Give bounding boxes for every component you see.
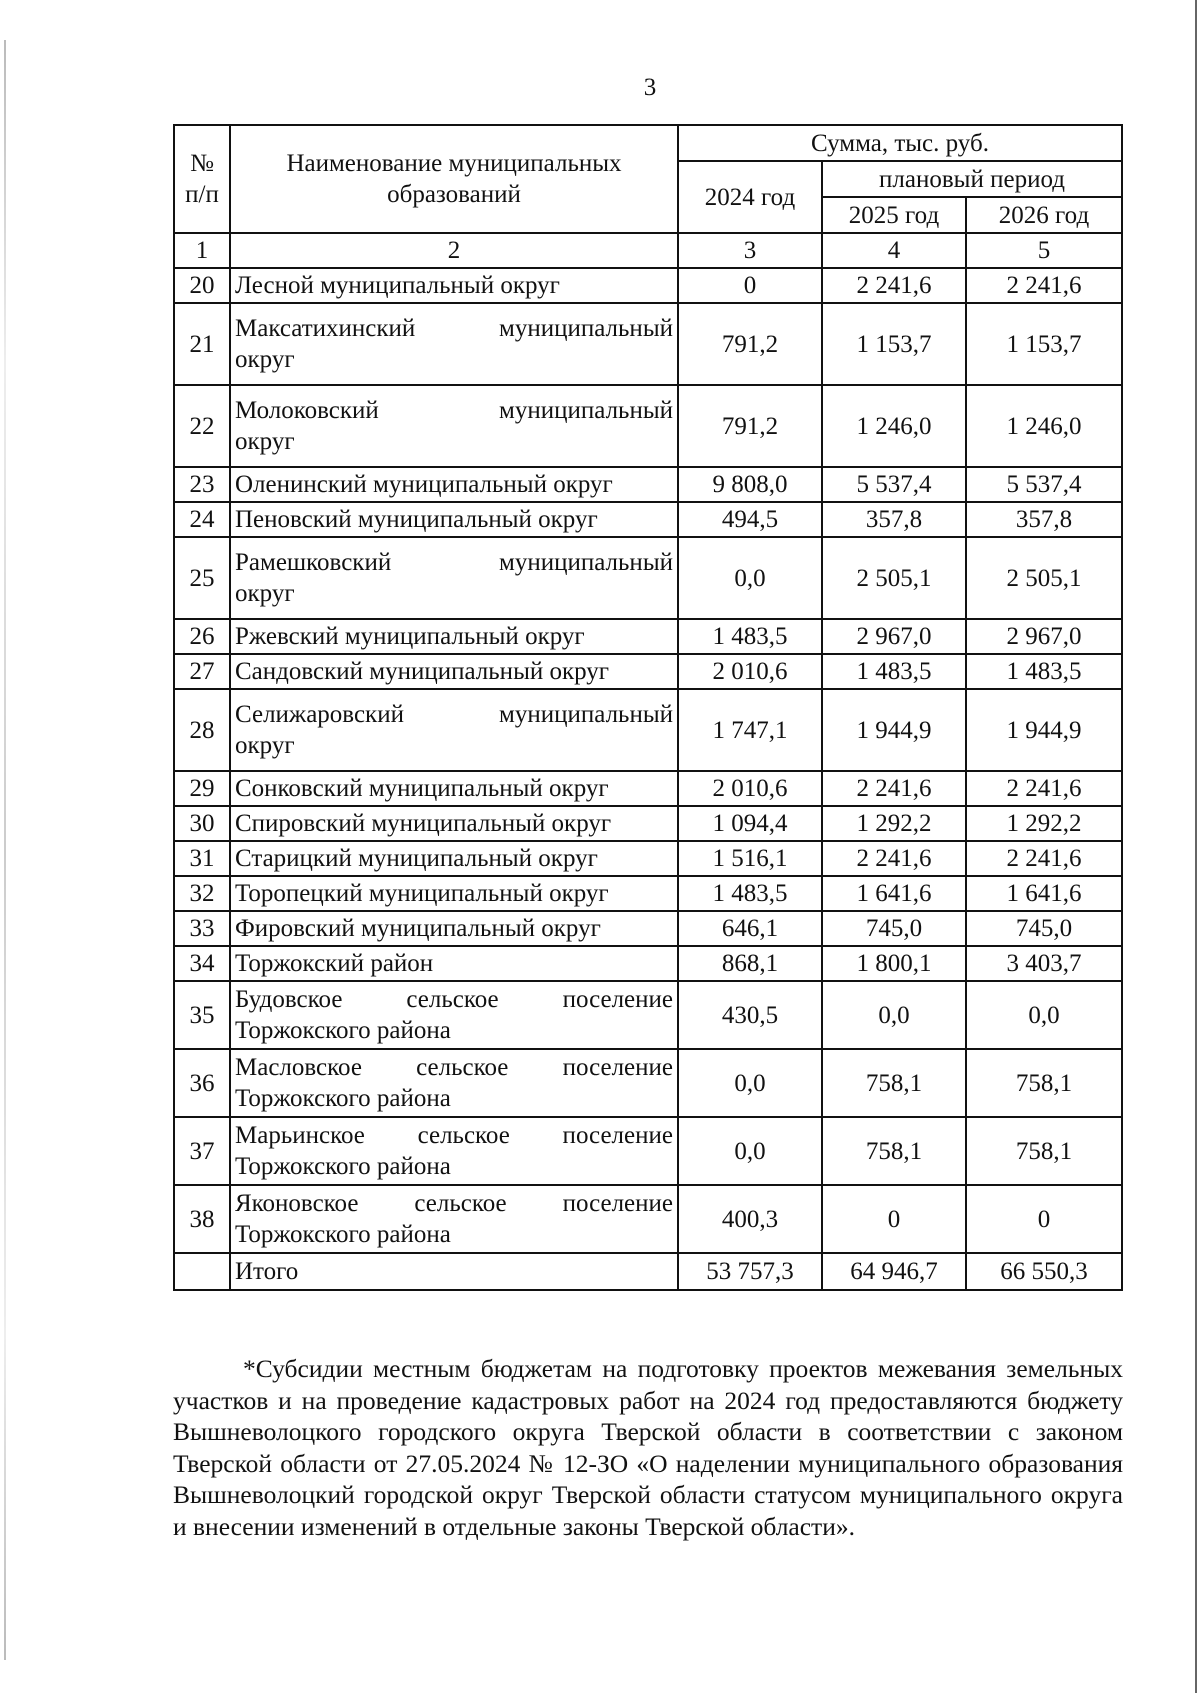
row-number: 24 — [174, 502, 230, 537]
value-2024: 1 516,1 — [678, 841, 822, 876]
municipality-name — [230, 841, 678, 876]
municipality-name — [230, 268, 678, 303]
municipality-name-line1: Ржевский муниципальный округ — [235, 623, 585, 650]
municipality-name-line1: Марьинское сельское поселение — [235, 1122, 673, 1149]
value-2026: 1 641,6 — [966, 876, 1122, 911]
header-year-plan2: 2026 год — [966, 197, 1122, 233]
value-2024: 0,0 — [678, 1049, 822, 1117]
value-2025: 758,1 — [822, 1049, 966, 1117]
value-2026: 2 241,6 — [966, 771, 1122, 806]
municipality-name — [230, 467, 678, 502]
value-2025: 2 967,0 — [822, 619, 966, 654]
value-2025: 1 292,2 — [822, 806, 966, 841]
value-2026: 745,0 — [966, 911, 1122, 946]
municipality-name-line1: Оленинский муниципальный округ — [235, 471, 613, 498]
value-2026: 1 944,9 — [966, 689, 1122, 771]
municipality-name — [230, 1117, 678, 1185]
value-2026: 357,8 — [966, 502, 1122, 537]
table-row — [174, 502, 1122, 537]
value-2026: 1 153,7 — [966, 303, 1122, 385]
table-row — [174, 1117, 1122, 1185]
column-index: 4 — [822, 233, 966, 268]
value-2026: 2 241,6 — [966, 841, 1122, 876]
municipality-name-line2: Торжокского района — [235, 1221, 451, 1248]
value-2025: 1 483,5 — [822, 654, 966, 689]
total-2024: 53 757,3 — [678, 1253, 822, 1290]
row-number: 33 — [174, 911, 230, 946]
municipality-name-line2: Торжокского района — [235, 1153, 451, 1180]
row-number: 32 — [174, 876, 230, 911]
municipality-name — [230, 771, 678, 806]
row-number: 34 — [174, 946, 230, 981]
header-year-plan1: 2025 год — [822, 197, 966, 233]
municipality-name-line1: Молоковский муниципальный — [235, 397, 673, 424]
value-2025: 2 505,1 — [822, 537, 966, 619]
value-2026: 1 246,0 — [966, 385, 1122, 467]
municipality-name-line1: Максатихинский муниципальный — [235, 315, 673, 342]
municipality-name-line2: Торжокского района — [235, 1017, 451, 1044]
municipality-name — [230, 689, 678, 771]
municipality-name — [230, 654, 678, 689]
municipality-name-line1: Торжокский район — [235, 950, 434, 977]
municipality-name-line2: округ — [235, 346, 295, 373]
municipality-name-line1: Будовское сельское поселение — [235, 986, 673, 1013]
value-2026: 758,1 — [966, 1117, 1122, 1185]
municipality-name-line1: Торопецкий муниципальный округ — [235, 880, 609, 907]
value-2025: 1 641,6 — [822, 876, 966, 911]
value-2025: 1 800,1 — [822, 946, 966, 981]
table-row — [174, 946, 1122, 981]
value-2024: 430,5 — [678, 981, 822, 1049]
value-2025: 1 944,9 — [822, 689, 966, 771]
value-2024: 1 094,4 — [678, 806, 822, 841]
municipality-name — [230, 946, 678, 981]
row-number: 21 — [174, 303, 230, 385]
municipality-name-line1: Сандовский муниципальный округ — [235, 658, 610, 685]
value-2025: 357,8 — [822, 502, 966, 537]
table-row — [174, 654, 1122, 689]
value-2025: 0 — [822, 1185, 966, 1253]
scan-edge — [4, 40, 6, 1660]
column-index-row — [174, 233, 1122, 268]
table-row — [174, 303, 1122, 385]
row-number: 29 — [174, 771, 230, 806]
row-number: 36 — [174, 1049, 230, 1117]
value-2026: 758,1 — [966, 1049, 1122, 1117]
row-number: 28 — [174, 689, 230, 771]
value-2025: 745,0 — [822, 911, 966, 946]
municipality-name — [230, 1185, 678, 1253]
municipality-name — [230, 303, 678, 385]
total-label: Итого — [230, 1253, 678, 1290]
value-2026: 0,0 — [966, 981, 1122, 1049]
municipality-name-line1: Лесной муниципальный округ — [235, 272, 560, 299]
table-row — [174, 841, 1122, 876]
municipality-name — [230, 911, 678, 946]
value-2025: 5 537,4 — [822, 467, 966, 502]
municipality-name-line1: Масловское сельское поселение — [235, 1054, 673, 1081]
budget-table — [173, 124, 1123, 1291]
municipality-name — [230, 537, 678, 619]
municipality-name-line1: Селижаровский муниципальный — [235, 701, 673, 728]
row-number: 30 — [174, 806, 230, 841]
row-number: 38 — [174, 1185, 230, 1253]
municipality-name-line1: Фировский муниципальный округ — [235, 915, 601, 942]
total-2026: 66 550,3 — [966, 1253, 1122, 1290]
value-2024: 1 747,1 — [678, 689, 822, 771]
value-2026: 5 537,4 — [966, 467, 1122, 502]
value-2024: 0 — [678, 268, 822, 303]
table-row — [174, 385, 1122, 467]
value-2024: 1 483,5 — [678, 876, 822, 911]
municipality-name-line1: Рамешковский муниципальный — [235, 549, 673, 576]
municipality-name — [230, 1049, 678, 1117]
total-row — [174, 1253, 1122, 1290]
footnote-text: *Субсидии местным бюджетам на подготовку проектов межевания земельных участков и на проведение кадастровых работ на 2024 год предоставляются бюджету Вышневолоцкого городского округа Тверской области в соответствии с законом Тверской области от 27.05.2024 № 12-ЗО «О наделении муниципального образования Вышневолоцкий городской округ Тверской области статусом муниципального округа и внесении изменений в отдельные законы Тверской области». — [173, 1354, 1123, 1541]
header-sum: Сумма, тыс. руб. — [678, 125, 1122, 161]
table-row — [174, 689, 1122, 771]
row-number: 27 — [174, 654, 230, 689]
column-index: 3 — [678, 233, 822, 268]
table-row — [174, 981, 1122, 1049]
row-number: 25 — [174, 537, 230, 619]
row-number: 31 — [174, 841, 230, 876]
scan-edge — [1195, 0, 1197, 1693]
table-row — [174, 771, 1122, 806]
value-2025: 1 153,7 — [822, 303, 966, 385]
header-year-current: 2024 год — [678, 161, 822, 233]
table-row — [174, 268, 1122, 303]
value-2024: 868,1 — [678, 946, 822, 981]
municipality-name-line2: округ — [235, 428, 295, 455]
municipality-name-line2: Торжокского района — [235, 1085, 451, 1112]
municipality-name-line2: округ — [235, 580, 295, 607]
column-index: 5 — [966, 233, 1122, 268]
municipality-name-line1: Сонковский муниципальный округ — [235, 775, 609, 802]
value-2024: 400,3 — [678, 1185, 822, 1253]
value-2026: 1 483,5 — [966, 654, 1122, 689]
table-row — [174, 467, 1122, 502]
header-planning-period: плановый период — [822, 161, 1122, 197]
value-2025: 2 241,6 — [822, 268, 966, 303]
header-name: Наименование муниципальных образований — [230, 125, 678, 233]
total-num — [174, 1253, 230, 1290]
header-num: № п/п — [174, 125, 230, 233]
table-row — [174, 619, 1122, 654]
value-2025: 758,1 — [822, 1117, 966, 1185]
value-2026: 2 505,1 — [966, 537, 1122, 619]
table-row — [174, 537, 1122, 619]
value-2024: 0,0 — [678, 1117, 822, 1185]
value-2025: 2 241,6 — [822, 841, 966, 876]
table-row — [174, 1049, 1122, 1117]
page-number: 3 — [643, 74, 657, 101]
row-number: 37 — [174, 1117, 230, 1185]
value-2024: 2 010,6 — [678, 654, 822, 689]
value-2024: 791,2 — [678, 385, 822, 467]
value-2025: 0,0 — [822, 981, 966, 1049]
value-2024: 1 483,5 — [678, 619, 822, 654]
municipality-name — [230, 502, 678, 537]
value-2026: 1 292,2 — [966, 806, 1122, 841]
value-2024: 9 808,0 — [678, 467, 822, 502]
value-2026: 0 — [966, 1185, 1122, 1253]
municipality-name — [230, 619, 678, 654]
table-footer — [174, 1253, 1122, 1290]
total-2025: 64 946,7 — [822, 1253, 966, 1290]
value-2024: 494,5 — [678, 502, 822, 537]
municipality-name-line1: Старицкий муниципальный округ — [235, 845, 598, 872]
value-2024: 0,0 — [678, 537, 822, 619]
table-header — [174, 125, 1122, 268]
municipality-name-line1: Яконовское сельское поселение — [235, 1190, 673, 1217]
row-number: 26 — [174, 619, 230, 654]
municipality-name — [230, 806, 678, 841]
table-row — [174, 1185, 1122, 1253]
column-index: 2 — [230, 233, 678, 268]
municipality-name — [230, 385, 678, 467]
value-2024: 791,2 — [678, 303, 822, 385]
municipality-name — [230, 981, 678, 1049]
row-number: 20 — [174, 268, 230, 303]
value-2024: 2 010,6 — [678, 771, 822, 806]
table-row — [174, 876, 1122, 911]
table-row — [174, 806, 1122, 841]
value-2024: 646,1 — [678, 911, 822, 946]
column-index: 1 — [174, 233, 230, 268]
row-number: 22 — [174, 385, 230, 467]
footnote — [173, 1353, 1123, 1543]
value-2026: 2 241,6 — [966, 268, 1122, 303]
value-2025: 2 241,6 — [822, 771, 966, 806]
table-row — [174, 911, 1122, 946]
row-number: 23 — [174, 467, 230, 502]
municipality-name-line2: округ — [235, 732, 295, 759]
value-2026: 3 403,7 — [966, 946, 1122, 981]
municipality-name-line1: Пеновский муниципальный округ — [235, 506, 598, 533]
value-2026: 2 967,0 — [966, 619, 1122, 654]
municipality-name — [230, 876, 678, 911]
row-number: 35 — [174, 981, 230, 1049]
municipality-name-line1: Спировский муниципальный округ — [235, 810, 612, 837]
table-body — [174, 268, 1122, 1253]
value-2025: 1 246,0 — [822, 385, 966, 467]
